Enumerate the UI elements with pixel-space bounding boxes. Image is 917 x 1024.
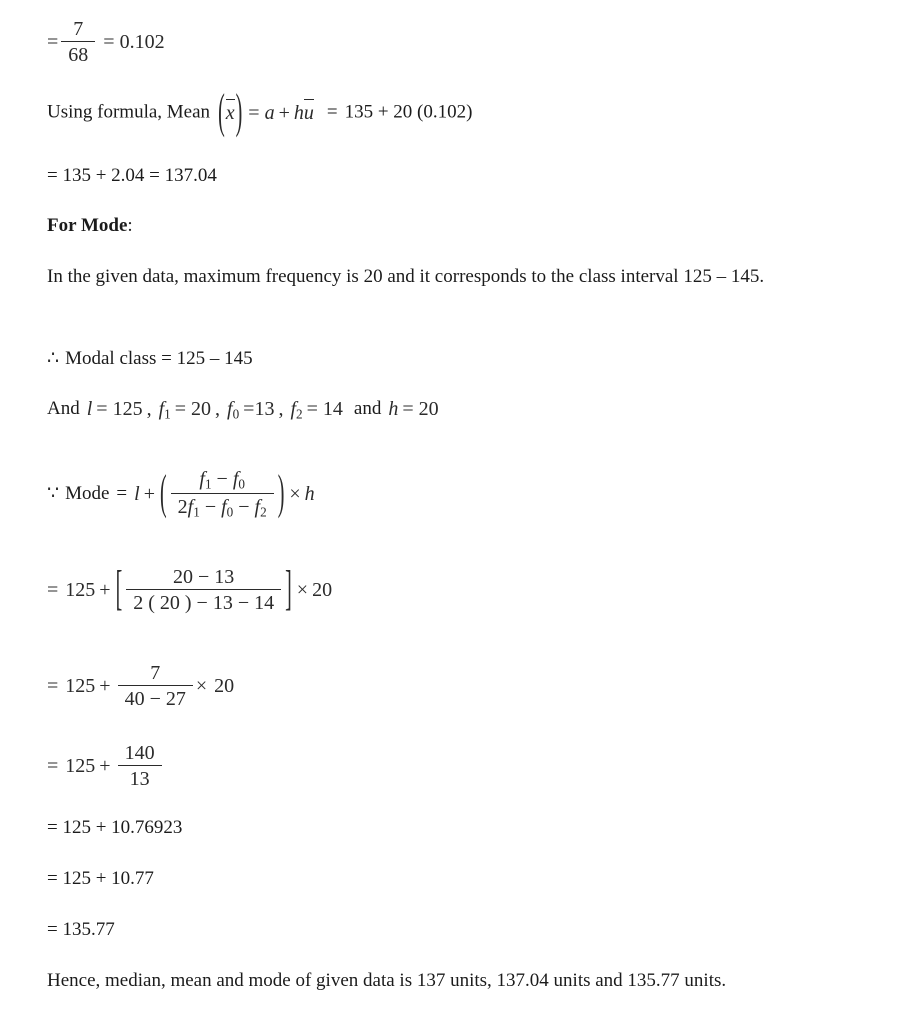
plus-sign: + <box>143 482 155 505</box>
variable-f1: $f_1$ <box>187 496 200 521</box>
variable-f2: $f_2$ <box>254 496 267 521</box>
variable-f0: $f_0$ <box>232 468 245 492</box>
fraction-result: 0.102 <box>119 30 165 53</box>
times-sign: × <box>195 674 208 697</box>
for-mode-colon: : <box>127 215 133 236</box>
times-sign: × <box>289 482 301 505</box>
subscript-1: 1 <box>164 406 171 422</box>
math-mode-step2 <box>47 662 234 711</box>
equation-given-values <box>47 395 443 424</box>
math-given-values <box>87 395 347 424</box>
f0-value: =13 <box>243 398 275 421</box>
open-paren: ( <box>159 466 167 521</box>
base-value: 125 <box>65 754 96 777</box>
subscript-2: 2 <box>296 406 303 422</box>
equals-sign-2: = <box>103 30 115 53</box>
l-value: = 125 <box>96 398 143 421</box>
close-bracket: ] <box>285 562 292 617</box>
variable-f2: $f_2$ <box>290 398 303 422</box>
variable-h: h <box>293 101 304 124</box>
variable-h: h <box>388 398 399 421</box>
h-value: = 20 <box>402 398 439 421</box>
f1-value: = 20 <box>174 398 212 421</box>
fraction-denominator <box>171 494 274 520</box>
math-mode-formula <box>134 468 315 521</box>
base-value: 125 <box>65 578 96 601</box>
equals-sign: = <box>116 482 128 504</box>
variable-f0: $f_0$ <box>227 398 240 422</box>
paragraph-conclusion: Hence, median, mean and mode of given data is 137 units, 137.04 units and 135.77 units. <box>47 970 727 991</box>
equation-mode-step2 <box>47 662 234 711</box>
given-values-lead: And <box>47 398 80 419</box>
fraction-numerator: 140 <box>124 742 155 764</box>
because-icon: ∵ <box>47 482 60 504</box>
comma-2: , <box>215 398 221 421</box>
equation-modal-class <box>47 345 253 373</box>
equals-sign: = <box>47 674 59 697</box>
fraction-numerator: 7 <box>150 662 161 684</box>
variable-f1: $f_1$ <box>158 398 171 422</box>
equation-mean-formula <box>47 84 473 139</box>
x-bar-symbol: x <box>226 98 235 128</box>
fraction-7-over-68 <box>61 18 95 67</box>
equals-sign: = <box>248 101 260 124</box>
variable-f1: $f_1$ <box>199 468 212 492</box>
open-paren: ( <box>218 84 225 139</box>
paragraph-max-frequency: In the given data, maximum frequency is 20 and it corresponds to the class interval 125 – 145. <box>47 266 765 287</box>
mean-substitution: 135 + 20 (0.102) <box>344 101 473 123</box>
equation-sum-fraction <box>47 18 165 67</box>
plus-sign: + <box>99 754 111 777</box>
equation-mean-result: = 135 + 2.04 = 137.04 <box>47 165 217 186</box>
variable-h: h <box>304 482 315 505</box>
open-bracket: [ <box>115 562 123 617</box>
equation-mode-substitution <box>47 562 333 617</box>
variable-a: a <box>264 101 275 124</box>
subscript-0: 0 <box>232 406 240 422</box>
conjunction-and: and <box>353 398 382 419</box>
equation-mode-step4: = 125 + 10.76923 <box>47 817 183 838</box>
equation-mode-formula <box>47 468 315 521</box>
fraction-denominator: 2 ( 20 ) − 13 − 14 <box>133 592 275 615</box>
fraction-numerator <box>192 468 252 493</box>
fraction-mode-step3 <box>118 742 162 791</box>
equals-sign: = <box>47 578 59 601</box>
comma-1: , <box>146 398 152 421</box>
multiplier: 20 <box>214 674 235 697</box>
variable-l: l <box>86 398 93 421</box>
equation-mode-result: = 135.77 <box>47 919 115 940</box>
for-mode-label: For Mode <box>47 215 128 236</box>
comma-3: , <box>278 398 284 421</box>
u-bar-symbol: u <box>304 98 314 128</box>
f2-value: = 14 <box>306 398 343 421</box>
base-value: 125 <box>65 674 96 697</box>
mean-formula-lead: Using formula, Mean <box>47 101 211 123</box>
modal-class-text: Modal class = 125 – 145 <box>65 348 253 369</box>
math-mode-step3 <box>47 742 165 791</box>
close-paren: ) <box>277 466 285 521</box>
close-paren: ) <box>235 84 243 139</box>
fraction-numerator: 20 − 13 <box>173 566 235 588</box>
multiplier: 20 <box>312 578 333 601</box>
equals-sign-2: = <box>326 101 338 123</box>
coefficient-two: 2 <box>177 496 188 519</box>
math-mode-substitution <box>47 562 333 617</box>
fraction-denominator: 13 <box>129 768 150 791</box>
fraction-numerator: 7 <box>73 18 84 40</box>
fraction-denominator: 40 − 27 <box>124 688 186 711</box>
times-sign: × <box>296 578 309 601</box>
minus-sign-1: − <box>204 496 217 519</box>
plus-sign: + <box>278 101 290 124</box>
equation-mode-step3 <box>47 742 165 791</box>
math-mean-formula <box>217 84 314 139</box>
therefore-icon: ∴ <box>47 348 60 369</box>
variable-f0: $f_0$ <box>221 496 234 521</box>
minus-sign: − <box>216 468 228 490</box>
fraction-mode-step2 <box>118 662 193 711</box>
math-h-value <box>388 395 442 424</box>
plus-sign: + <box>99 578 111 601</box>
variable-l: l <box>134 482 140 505</box>
equals-sign: = <box>47 754 59 777</box>
equation-mode-step5: = 125 + 10.77 <box>47 868 154 889</box>
fraction-denominator: 68 <box>68 44 89 67</box>
equals-sign: = <box>47 30 59 53</box>
minus-sign-2: − <box>238 496 250 519</box>
math-sum-fraction <box>47 18 165 67</box>
fraction-mode-substitution <box>126 566 281 615</box>
mode-label: Mode <box>65 482 110 504</box>
fraction-mode-formula <box>171 468 274 521</box>
heading-for-mode <box>47 212 133 240</box>
plus-sign: + <box>99 674 111 697</box>
